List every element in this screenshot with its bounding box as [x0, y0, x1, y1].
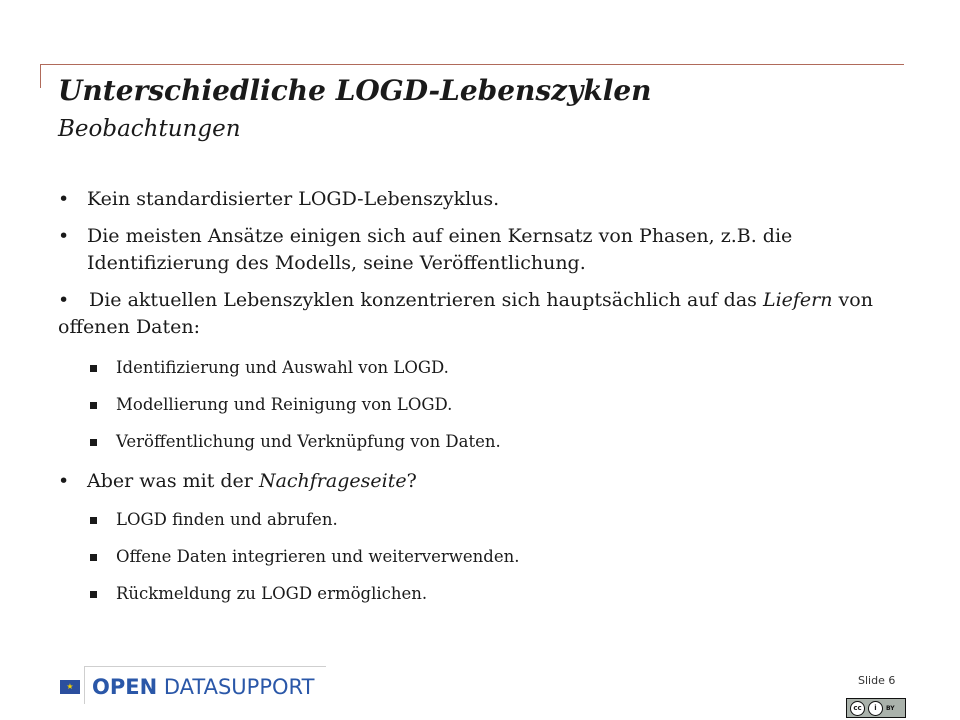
bullet-emphasis: Liefern — [762, 289, 833, 311]
sub-bullet-text: Modellierung und Reinigung von LOGD. — [116, 395, 453, 414]
sub-bullet-item — [58, 431, 908, 453]
bullet-item — [58, 287, 908, 341]
bullet-text: ? — [406, 470, 417, 492]
cc-circle-icon: cc — [850, 701, 865, 716]
bullet-item — [58, 468, 908, 495]
square-bullet-icon — [90, 554, 97, 561]
title-frame-line — [40, 64, 904, 65]
bullet-dot-icon: • — [58, 225, 70, 247]
bullet-text: von offenen Daten: — [58, 289, 873, 338]
cc-by-label: BY — [886, 704, 895, 712]
slide-content — [58, 186, 908, 620]
logo-open: OPEN — [92, 675, 158, 699]
bullet-text: Kein standardisierter LOGD-Lebenszyklus. — [87, 188, 500, 210]
sub-bullet-item — [58, 509, 908, 531]
bullet-emphasis: Nachfrageseite — [258, 470, 407, 492]
slide-number: Slide 6 — [858, 674, 896, 687]
sub-bullet-item — [58, 546, 908, 568]
square-bullet-icon — [90, 439, 97, 446]
creative-commons-by-icon — [846, 698, 906, 718]
title-frame-vline — [40, 64, 41, 88]
square-bullet-icon — [90, 517, 97, 524]
sub-bullet-text: LOGD finden und abrufen. — [116, 510, 338, 529]
bullet-dot-icon: • — [58, 289, 70, 311]
cc-person-icon: i — [868, 701, 883, 716]
bullet-item — [58, 186, 908, 213]
eu-flag-icon: ★ — [60, 680, 80, 694]
bullet-item — [58, 223, 908, 277]
square-bullet-icon — [90, 402, 97, 409]
footer-divider-vertical — [84, 666, 85, 704]
logo-data: DATA — [163, 675, 218, 699]
bullet-dot-icon: • — [58, 188, 70, 210]
sub-bullet-text: Offene Daten integrieren und weiterverwenden. — [116, 547, 520, 566]
bullet-dot-icon: • — [58, 470, 70, 492]
bullet-text: Aber was mit der — [87, 470, 259, 492]
sub-bullet-item — [58, 357, 908, 379]
square-bullet-icon — [90, 365, 97, 372]
bullet-text: Die aktuellen Lebenszyklen konzentrieren sich hauptsächlich auf das — [89, 289, 763, 311]
open-data-support-logo — [92, 672, 314, 702]
sub-bullet-text: Rückmeldung zu LOGD ermöglichen. — [116, 584, 428, 603]
sub-bullet-text: Identifizierung und Auswahl von LOGD. — [116, 358, 449, 377]
footer-divider — [84, 666, 326, 667]
sub-bullet-item — [58, 394, 908, 416]
sub-bullet-text: Veröffentlichung und Verknüpfung von Daten. — [116, 432, 501, 451]
slide-subtitle: Beobachtungen — [58, 116, 241, 142]
logo-support: SUPPORT — [217, 675, 315, 699]
bullet-text: Die meisten Ansätze einigen sich auf einen Kernsatz von Phasen, z.B. die Identifizierung des Modells, seine Veröffentlichung. — [87, 225, 793, 274]
slide-title: Unterschiedliche LOGD-Lebenszyklen — [58, 74, 652, 107]
sub-bullet-item — [58, 583, 908, 605]
square-bullet-icon — [90, 591, 97, 598]
